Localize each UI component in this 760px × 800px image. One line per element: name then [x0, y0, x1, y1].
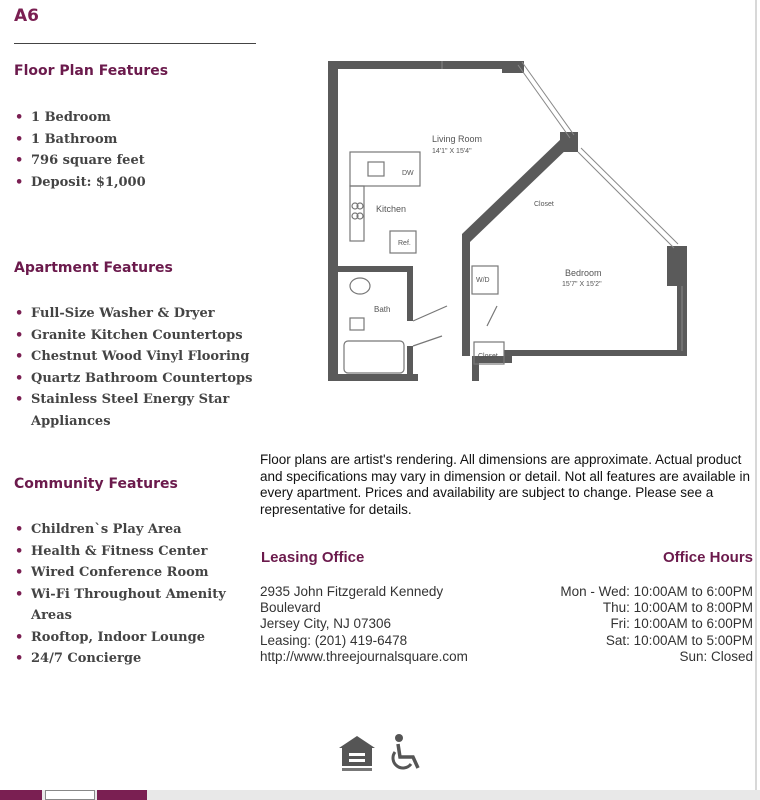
pillar: [502, 61, 524, 73]
list-item: • Children`s Play Area: [14, 519, 254, 541]
hours-row: Thu: 10:00AM to 8:00PM: [602, 600, 753, 616]
office-hours-list: [560, 584, 753, 665]
list-item: • Quartz Bathroom Countertops: [14, 368, 254, 390]
leasing-phone: Leasing: (201) 419-6478: [260, 632, 408, 648]
community-features-list: [14, 519, 254, 670]
pillar: [667, 246, 687, 286]
toolbar-segment: [97, 790, 147, 800]
floor-plan-features-list: [14, 107, 254, 193]
address-line: Boulevard: [260, 600, 321, 616]
pillar: [560, 132, 578, 152]
list-item: • Health & Fitness Center: [14, 541, 254, 563]
wall: [462, 234, 470, 356]
living-room-label: Living Room: [432, 134, 483, 144]
wall: [338, 266, 413, 272]
unit-title: A6: [14, 6, 39, 26]
floor-plan-drawing: [322, 56, 692, 386]
apartment-features-title: Apartment Features: [14, 260, 173, 276]
wall: [504, 350, 687, 356]
hours-row: Sat: 10:00AM to 5:00PM: [605, 632, 753, 648]
floor-plan-features-title: Floor Plan Features: [14, 63, 169, 79]
bedroom-label: Bedroom: [565, 268, 602, 278]
list-item: • Deposit: $1,000: [14, 172, 254, 194]
website-link[interactable]: http://www.threejournalsquare.com: [260, 648, 468, 664]
community-features-title: Community Features: [14, 476, 178, 492]
wall: [407, 266, 413, 321]
floor-plan-disclaimer: Floor plans are artist's rendering. All dimensions are approximate. Actual product and specifications may vary in dimension or detail. Not all features are available in every apartment. Prices and availability are subject to change. Please see a representative for details.: [260, 452, 751, 517]
address-line: Jersey City, NJ 07306: [260, 616, 392, 632]
list-item: • 796 square feet: [14, 150, 254, 172]
list-item: • Wired Conference Room: [14, 562, 254, 584]
bottom-toolbar: [0, 790, 760, 800]
list-item: • Stainless Steel Energy Star: [14, 389, 254, 411]
closet-label: Closet: [534, 201, 554, 208]
wall: [328, 61, 338, 381]
ref-label: Ref.: [398, 240, 411, 247]
kitchen-label: Kitchen: [376, 204, 407, 214]
list-item: • 1 Bedroom: [14, 107, 254, 129]
bedroom-dims: 15'7" X 15'2": [562, 281, 602, 288]
wall: [472, 363, 479, 381]
list-item: • Rooftop, Indoor Lounge: [14, 627, 254, 649]
wall: [407, 346, 413, 381]
toolbar-segment: [0, 790, 42, 800]
apartment-features-list: [14, 303, 254, 432]
wheelchair-accessible-icon: [387, 733, 425, 773]
wall: [328, 374, 418, 381]
list-item: • Wi-Fi Throughout Amenity Areas: [14, 584, 254, 627]
title-divider: [14, 43, 256, 44]
living-room-dims: 14'1" X 15'4": [432, 148, 472, 155]
print-button[interactable]: [45, 790, 95, 800]
bath-label: Bath: [374, 305, 391, 314]
leasing-office-title: Leasing Office: [261, 549, 365, 566]
accessibility-icons: [337, 733, 425, 773]
list-item: • Granite Kitchen Countertops: [14, 325, 254, 347]
wall: [328, 61, 518, 69]
wd-label: W/D: [476, 277, 490, 284]
list-item: • 24/7 Concierge: [14, 648, 254, 670]
list-item: • 1 Bathroom: [14, 129, 254, 151]
leasing-office-address: [260, 584, 468, 665]
equal-housing-icon: [337, 733, 377, 773]
list-item-continued: Appliances: [31, 413, 111, 429]
hours-row: Mon - Wed: 10:00AM to 6:00PM: [560, 584, 753, 599]
office-hours-title: Office Hours: [662, 549, 753, 566]
wall: [462, 138, 570, 242]
list-item: • Full-Size Washer & Dryer: [14, 303, 254, 325]
list-item: • Chestnut Wood Vinyl Flooring: [14, 346, 254, 368]
right-border: [755, 0, 757, 800]
address-line: 2935 John Fitzgerald Kennedy: [260, 584, 444, 599]
closet-label: Closet: [478, 353, 498, 360]
hours-row: Fri: 10:00AM to 6:00PM: [610, 616, 753, 632]
dw-label: DW: [402, 170, 414, 177]
hours-row: Sun: Closed: [679, 648, 753, 664]
